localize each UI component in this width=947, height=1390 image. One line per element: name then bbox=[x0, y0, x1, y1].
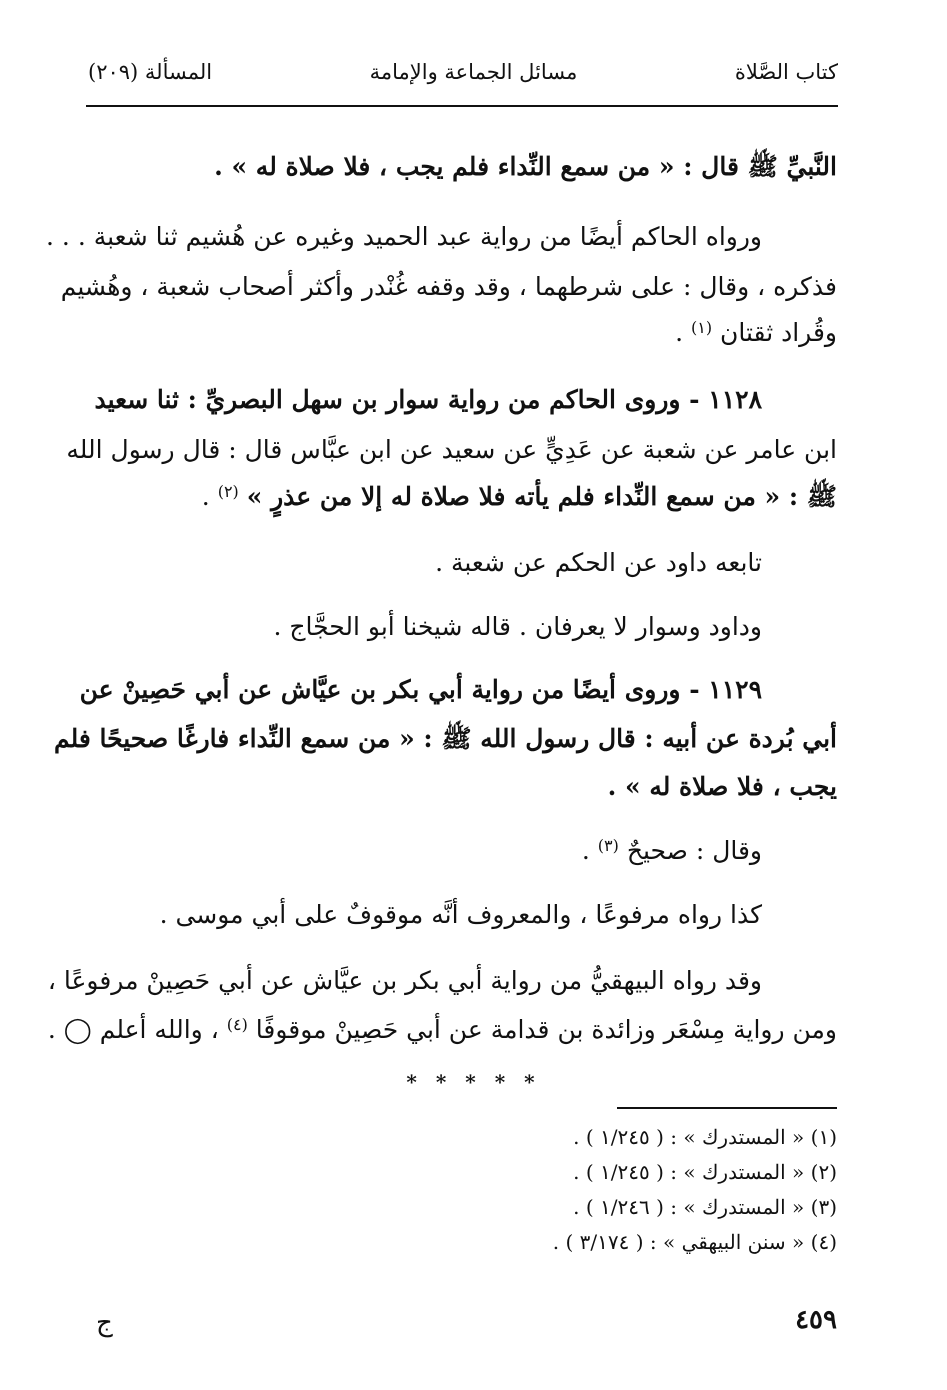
hadith-text: يجب ، فلا صلاة له » . bbox=[607, 772, 837, 801]
header-issue-number: المسألة (٢٠٩) bbox=[88, 60, 213, 84]
header-divider bbox=[86, 105, 838, 107]
line-end: . bbox=[201, 482, 210, 511]
text-line-15: وقد رواه البيهقيُّ من رواية أبي بكر بن عيَّاش عن أبي حَصِينْ مرفوعًا ، bbox=[47, 966, 762, 995]
footnote-3: (٣) « المستدرك » : ( ١/٢٤٦ ) . bbox=[573, 1195, 837, 1219]
text-line-11 bbox=[53, 724, 837, 754]
footnote-2: (٢) « المستدرك » : ( ١/٢٤٥ ) . bbox=[573, 1160, 837, 1184]
text-line-10 bbox=[79, 675, 762, 705]
text-line-7 bbox=[86, 482, 837, 512]
footnote-ref-3: (٣) bbox=[597, 836, 619, 855]
footnote-divider bbox=[617, 1107, 837, 1109]
text-line-3: فذكره ، وقال : على شرطهما ، وقد وقفه غُنْدر وأكثر أصحاب شعبة ، وهُشيم bbox=[60, 272, 837, 301]
line-text: وقال : صحيحٌ bbox=[626, 836, 762, 865]
footnote-ref-1: (١) bbox=[690, 318, 713, 337]
hadith-number-1129: ١١٢٩ - وروى أيضًا من رواية أبي بكر بن عيَّاش عن أبي حَصِينْ عن bbox=[79, 675, 762, 704]
header-chapter-title: مسائل الجماعة والإمامة bbox=[369, 60, 578, 84]
line-text: ومن رواية مِسْعَر وزائدة بن قدامة عن أبي حَصِينْ موقوفًا bbox=[255, 1015, 837, 1044]
line-end: ، والله أعلم ◯ . bbox=[47, 1015, 219, 1044]
text-line-14: كذا رواه مرفوعًا ، والمعروف أنَّه موقوفٌ على أبي موسى . bbox=[159, 900, 762, 929]
footnote-1: (١) « المستدرك » : ( ١/٢٤٥ ) . bbox=[573, 1125, 837, 1149]
text-line-9: وداود وسوار لا يعرفان . قاله شيخنا أبو الحجَّاج . bbox=[273, 612, 762, 641]
hadith-number-1128: ١١٢٨ - وروى الحاكم من رواية سوار بن سهل البصريِّ : ثنا سعيد bbox=[94, 385, 762, 414]
hadith-text: ﷺ : « من سمع النِّداء فلم يأته فلا صلاة له إلا من عذرٍ » bbox=[246, 482, 837, 511]
line-end: . bbox=[581, 836, 590, 865]
text-line-5 bbox=[86, 385, 762, 415]
footnote-ref-2: (٢) bbox=[217, 482, 239, 501]
footnote-4: (٤) « سنن البيهقي » : ( ٣/١٧٤ ) . bbox=[552, 1230, 837, 1254]
hadith-text: أبي بُردة عن أبيه : قال رسول الله ﷺ : « من سمع النِّداء فارغًا صحيحًا فلم bbox=[53, 724, 837, 753]
running-header bbox=[88, 52, 838, 92]
header-book-title: كتاب الصَّلاة bbox=[734, 60, 838, 84]
text-line-8: تابعه داود عن الحكم عن شعبة . bbox=[435, 548, 762, 577]
signature-mark: ج bbox=[96, 1308, 113, 1338]
page-number: ٤٥٩ bbox=[795, 1305, 837, 1335]
text-line-12 bbox=[86, 772, 837, 802]
text-line-4 bbox=[86, 318, 837, 348]
text-line-13 bbox=[86, 836, 762, 866]
text-line-1 bbox=[86, 152, 837, 182]
text-line-2: ورواه الحاكم أيضًا من رواية عبد الحميد وغيره عن هُشيم ثنا شعبة . . . bbox=[46, 222, 762, 251]
text-line-16 bbox=[47, 1015, 837, 1045]
text-line-6: ابن عامر عن شعبة عن عَدِيٍّ عن سعيد عن ابن عبَّاس قال : قال رسول الله bbox=[66, 435, 837, 464]
footnote-ref-4: (٤) bbox=[226, 1015, 248, 1034]
line-text: وقُراد ثقتان bbox=[720, 318, 837, 347]
hadith-text: النَّبيِّ ﷺ قال : « من سمع النِّداء فلم يجب ، فلا صلاة له » . bbox=[214, 152, 837, 181]
line-end: . bbox=[675, 318, 684, 347]
section-separator: * * * * * bbox=[406, 1070, 541, 1094]
